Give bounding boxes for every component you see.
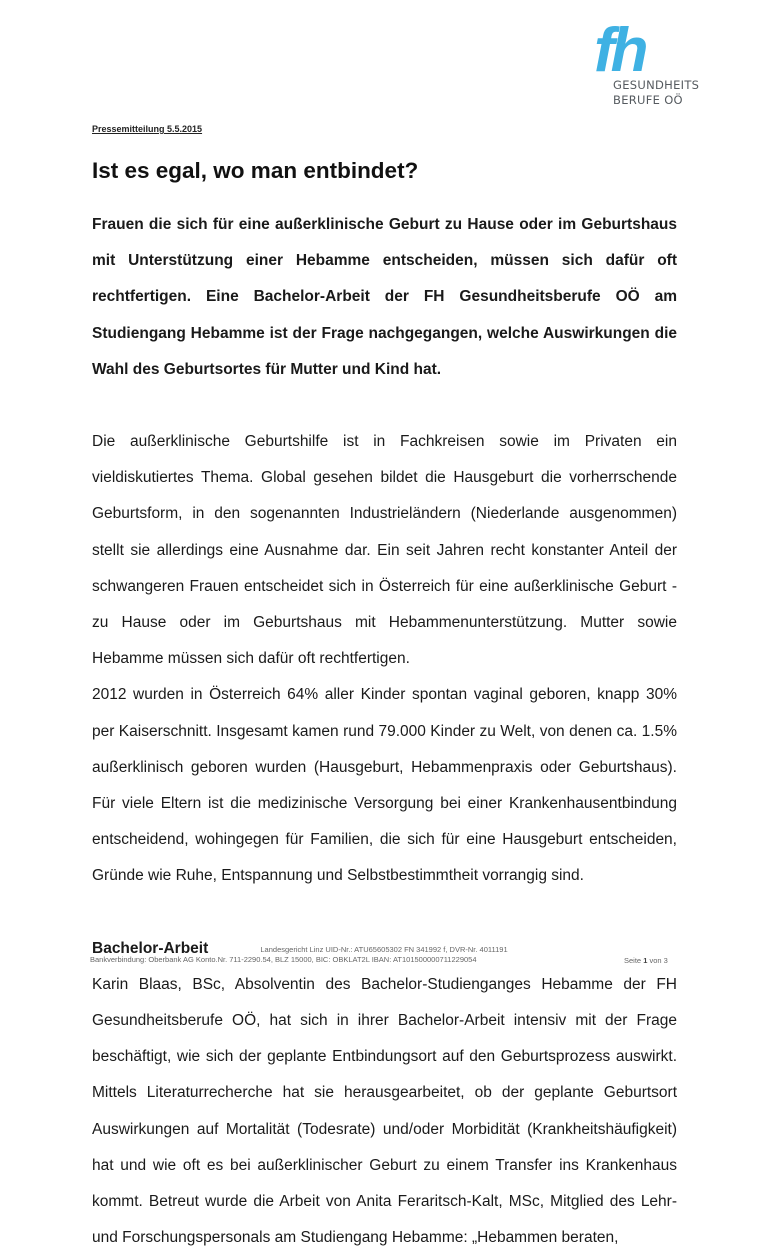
spacer bbox=[92, 388, 677, 424]
page-total: 3 bbox=[663, 956, 668, 965]
page-title: Ist es egal, wo man entbindet? bbox=[92, 158, 419, 183]
body-paragraph-1: Die außerklinische Geburtshilfe ist in Fachkreisen sowie im Privaten ein vieldiskutiertes Thema. Global gesehen bildet die Hausgeburt die vorherrschende Geburtsform, in den sogenannten Industrieländern (Niederlande ausgenommen) stellt sie allerdings eine Ausnahme dar. Ein seit Jahren recht konstanter Anteil der schwangeren Frauen entscheidet sich in Österreich für eine außerklinische Geburt - zu Hause oder im Geburtshaus mit Hebammenunterstützung. Mutter sowie Hebamme müssen sich dafür oft rechtfertigen. bbox=[92, 433, 677, 668]
body-paragraph-2: 2012 wurden in Österreich 64% aller Kinder spontan vaginal geboren, knapp 30% per Kaiserschnitt. Insgesamt kamen rund 79.000 Kinder zu Welt, von denen ca. 1.5% außerklinisch geboren wurden (Hausgeburt, Hebammenpraxis oder Geburtshaus). Für viele Eltern ist die medizinische Versorgung bei einer Krankenhausentbindung entscheidend, wohingegen für Familien, die sich für eine Hausgeburt entscheiden, Gründe wie Ruhe, Entspannung und Selbstbestimmtheit vorrangig sind. bbox=[92, 686, 677, 885]
spacer bbox=[92, 895, 677, 931]
footer-legal: Landesgericht Linz UID-Nr.: ATU65605302 FN 341992 f, DVR-Nr. 4011191 bbox=[260, 945, 508, 954]
press-release-date: Pressemitteilung 5.5.2015 bbox=[92, 124, 203, 134]
lead-paragraph: Frauen die sich für eine außerklinische Geburt zu Hause oder im Geburtshaus mit Unterstützung einer Hebamme entscheiden, müssen sich dafür oft rechtfertigen. Eine Bachelor-Arbeit der FH Gesundheitsberufe OÖ am Studiengang Hebamme ist der Frage nachgegangen, welche Auswirkungen die Wahl des Geburtsortes für Mutter und Kind hat. bbox=[92, 216, 677, 378]
logo-text-line1: GESUNDHEITS bbox=[613, 78, 700, 92]
body-paragraph-3: Karin Blaas, BSc, Absolventin des Bachelor-Studienganges Hebamme der FH Gesundheitsberufe OÖ, hat sich in ihrer Bachelor-Arbeit intensiv mit der Frage beschäftigt, wie sich der geplante Entbindungsort auf den Geburtsprozess auswirkt. Mittels Literaturrecherche hat sie herausgearbeitet, ob der geplante Geburtsort Auswirkungen auf Mortalität (Todesrate) und/oder Morbidität (Krankheitshäufigkeit) hat und wie oft es bei außerklinischer Geburt zu einem Transfer ins Krankenhaus kommt. Betreut wurde die Arbeit von Anita Feraritsch-Kalt, MSc, Mitglied des Lehr- und Forschungspersonals am Studiengang Hebamme: „Hebammen beraten, bbox=[92, 975, 677, 1247]
page-separator: von bbox=[649, 956, 662, 965]
document-body bbox=[92, 207, 677, 1256]
page-number bbox=[624, 956, 668, 965]
logo-text-line2: BERUFE OÖ bbox=[613, 93, 683, 107]
section-heading: Bachelor-Arbeit bbox=[92, 939, 209, 957]
fh-gesundheitsberufe-logo bbox=[590, 16, 700, 108]
logo-mark: fh bbox=[594, 16, 645, 85]
footer-bank-details: Bankverbindung: Oberbank AG Konto.Nr. 711-2290.54, BLZ 15000, BIC: OBKLAT2L IBAN: AT101500000711229054 bbox=[90, 955, 477, 964]
page-prefix: Seite bbox=[624, 956, 642, 965]
page-current: 1 bbox=[643, 956, 648, 965]
